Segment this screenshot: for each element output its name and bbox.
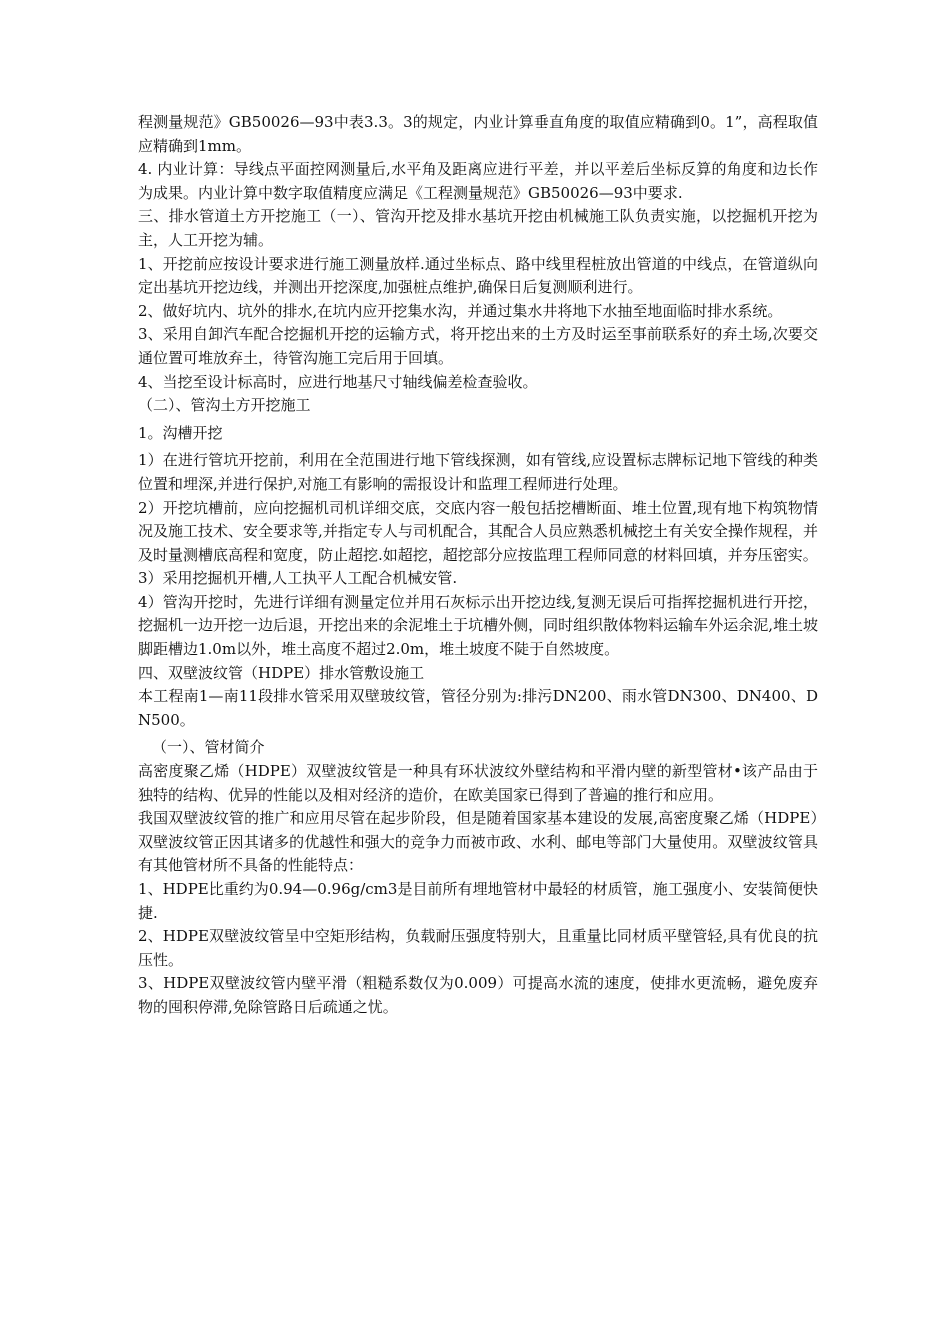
paragraph-internal-calculation: 4. 内业计算：导线点平面控网测量后,水平角及距离应进行平差，并以平差后坐标反算的角度和边长作为成果。内业计算中数字取值精度应满足《工程测量规范》GB50026—93中要求. [138, 160, 818, 202]
list-item: 3、采用自卸汽车配合挖掘机开挖的运输方式，将开挖出来的土方及时运至事前联系好的弃土场,次要交通位置可堆放弃土，待管沟施工完后用于回填。 [138, 325, 818, 367]
subsection-heading-excavation: 1。沟槽开挖 [138, 423, 223, 442]
list-item: 4）管沟开挖时，先进行详细有测量定位并用石灰标示出开挖边线,复测无误后可指挥挖掘机进行开挖，挖掘机一边开挖一边后退，开挖出来的余泥堆土于坑槽外侧，同时组织散体物料运输车外运余泥,堆土坡脚距槽边1.0m以外，堆土高度不超过2.0m，堆土坡度不陡于自然坡度。 [138, 592, 818, 659]
list-item: 1、开挖前应按设计要求进行施工测量放样.通过坐标点、路中线里程桩放出管道的中线点，在管道纵向定出基坑开挖边线，并测出开挖深度,加强桩点维护,确保日后复测顺利进行。 [138, 254, 818, 297]
list-item: 3、HDPE双壁波纹管内壁平滑（粗糙系数仅为0.009）可提高水流的速度，使排水更流畅，避免废弃物的囤积停滞,免除管路日后疏通之忧。 [138, 974, 818, 1016]
paragraph-hdpe-china: 我国双壁波纹管的推广和应用尽管在起步阶段，但是随着国家基本建设的发展,高密度聚乙烯（HDPE）双壁波纹管正因其诸多的优越性和强大的竞争力而被市政、水利、邮电等部门大量使用。双壁波纹管具有其他管材所不具备的性能特点： [138, 809, 818, 875]
list-item: 2、HDPE双壁波纹管呈中空矩形结构，负载耐压强度特别大，且重量比同材质平壁管轻,具有优良的抗压性。 [138, 927, 818, 969]
section-heading-hdpe: 四、双壁波纹管（HDPE）排水管敷设施工 [138, 663, 425, 682]
section-heading-earthwork: 三、排水管道土方开挖施工（一）、管沟开挖及排水基坑开挖由机械施工队负责实施，以挖掘机开挖为主，人工开挖为辅。 [138, 207, 818, 249]
subsection-heading-pipe-intro: （一）、管材简介 [152, 738, 265, 757]
subsection-heading-trench: （二）、管沟土方开挖施工 [138, 396, 311, 415]
list-item: 2）开挖坑槽前，应向挖掘机司机详细交底，交底内容一般包括挖槽断面、堆土位置,现有地下构筑物情况及施工技术、安全要求等,并指定专人与司机配合，其配合人员应熟悉机械挖土有关安全操作规程，并及时量测槽底高程和宽度，防止超挖.如超挖，超挖部分应按监理工程师同意的材料回填，并夯压密实。 [138, 498, 818, 564]
list-item: 1）在进行管坑开挖前，利用在全范围进行地下管线探测，如有管线,应设置标志牌标记地下管线的种类位置和埋深,并进行保护,对施工有影响的需报设计和监理工程师进行处理。 [138, 451, 818, 493]
list-item: 1、HDPE比重约为0.94—0.96g/cm3是目前所有埋地管材中最轻的材质管，施工强度小、安装简便快捷. [138, 880, 818, 922]
paragraph-hdpe-intro: 高密度聚乙烯（HDPE）双壁波纹管是一种具有环状波纹外壁结构和平滑内壁的新型管材•该产品由于独特的结构、优异的性能以及相对经济的造价，在欧美国家已得到了普遍的推行和应用。 [138, 762, 818, 804]
list-item: 4、当挖至设计标高时，应进行地基尺寸轴线偏差检查验收。 [138, 372, 538, 391]
document-body [138, 111, 818, 1020]
paragraph-continuation: 程测量规范》GB50026—93中表3.3。3的规定，内业计算垂直角度的取值应精确到0。1”，高程取值应精确到1mm。 [138, 113, 818, 155]
list-item: 2、做好坑内、坑外的排水,在坑内应开挖集水沟，并通过集水井将地下水抽至地面临时排水系统。 [138, 301, 783, 320]
paragraph-pipe-spec: 本工程南1—南11段排水管采用双壁玻纹管，管径分别为:排污DN200、雨水管DN300、DN400、DN500。 [138, 687, 818, 729]
list-item: 3）采用挖掘机开槽,人工执平人工配合机械安管. [138, 569, 458, 588]
